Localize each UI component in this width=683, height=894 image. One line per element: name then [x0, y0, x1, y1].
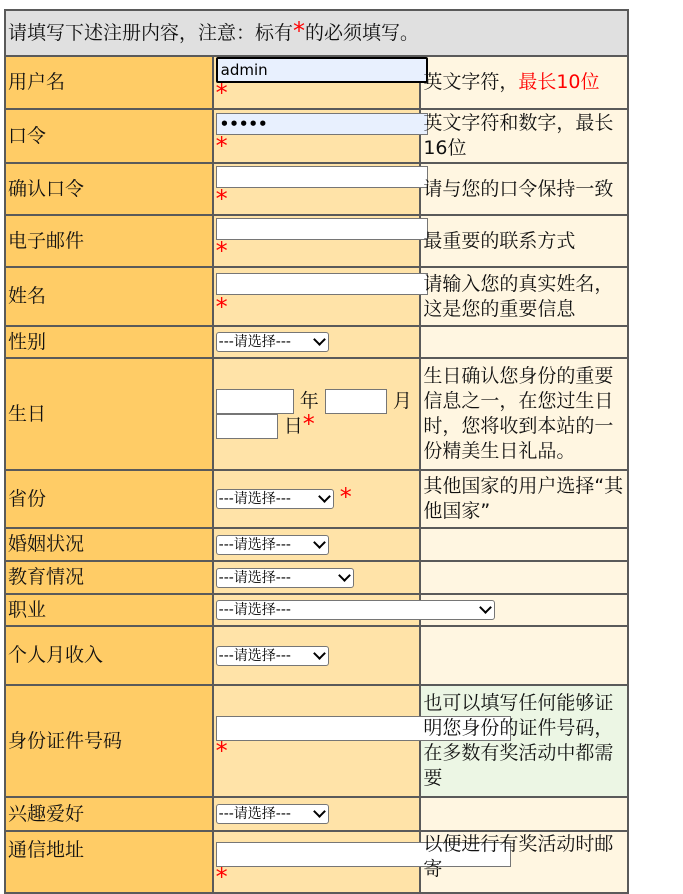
gender-select-value: ---请选择--- [218, 334, 291, 350]
required-star: * [215, 292, 228, 321]
confirm-label: 确认口令 [5, 163, 213, 215]
income-cell [213, 626, 421, 685]
province-select[interactable] [216, 489, 334, 509]
name-hint: 请输入您的真实姓名，这是您的重要信息 [420, 267, 628, 326]
day-label: 日 [283, 415, 303, 437]
income-select[interactable] [216, 646, 329, 666]
username-hint [420, 56, 628, 109]
hobby-select[interactable] [216, 804, 329, 824]
required-star: * [339, 482, 352, 511]
required-star: * [215, 79, 228, 107]
username-input[interactable] [216, 57, 428, 83]
chevron-down-icon [313, 805, 326, 818]
chevron-down-icon [479, 601, 492, 614]
required-star: * [215, 737, 228, 765]
chevron-down-icon [313, 333, 326, 346]
birthday-hint: 生日确认您身份的重要信息之一，在您过生日时，您将收到本站的一份精美生日礼品。 [420, 358, 628, 470]
occupation-cell [213, 594, 421, 626]
province-select-value: ---请选择--- [218, 491, 291, 507]
marital-select[interactable] [216, 535, 329, 555]
address-hint: 以便进行有奖活动时邮寄 [420, 831, 628, 893]
province-hint: 其他国家的用户选择“其他国家” [420, 470, 628, 528]
education-hint [420, 561, 628, 594]
confirm-hint: 请与您的口令保持一致 [420, 163, 628, 215]
idnumber-hint: 也可以填写任何能够证明您身份的证件号码，在多数有奖活动中都需要 [420, 685, 628, 797]
required-star: * [302, 410, 315, 438]
chevron-down-icon [338, 569, 351, 582]
birth-day-input[interactable] [216, 414, 278, 439]
registration-form [4, 9, 629, 894]
password-input[interactable] [216, 113, 428, 135]
required-star: * [215, 237, 228, 265]
header-text-before: 请填写下述注册内容，注意：标有 [8, 21, 294, 44]
email-cell [213, 215, 421, 267]
birth-year-input[interactable] [216, 389, 294, 414]
income-label: 个人月收入 [5, 626, 213, 685]
gender-hint [420, 326, 628, 358]
email-label: 电子邮件 [5, 215, 213, 267]
chevron-down-icon [313, 536, 326, 549]
marital-select-value: ---请选择--- [218, 536, 291, 553]
name-cell [213, 267, 421, 326]
password-cell [213, 109, 421, 163]
gender-select[interactable] [216, 332, 329, 352]
occupation-select[interactable] [216, 600, 495, 620]
occupation-select-value: ---请选择--- [218, 602, 291, 618]
form-header [5, 10, 628, 56]
hobby-cell [213, 797, 421, 831]
gender-label: 性别 [5, 326, 213, 358]
hobby-hint [420, 797, 628, 831]
password-label: 口令 [5, 109, 213, 163]
marital-label: 婚姻状况 [5, 528, 213, 561]
email-input[interactable] [216, 218, 428, 240]
education-label: 教育情况 [5, 561, 213, 594]
month-label: 月 [392, 390, 412, 412]
education-cell [213, 561, 421, 594]
confirm-password-input[interactable] [216, 166, 428, 188]
address-cell [213, 831, 421, 893]
occupation-label: 职业 [5, 594, 213, 626]
username-hint-text: 英文字符， [423, 71, 519, 93]
required-star: * [293, 16, 306, 45]
name-label: 姓名 [5, 267, 213, 326]
year-label: 年 [299, 390, 319, 412]
chevron-down-icon [318, 490, 331, 503]
birth-month-input[interactable] [325, 389, 387, 414]
education-select[interactable] [216, 568, 354, 588]
education-select-value: ---请选择--- [218, 569, 291, 586]
email-hint: 最重要的联系方式 [420, 215, 628, 267]
province-cell [213, 470, 421, 528]
birthday-cell [213, 358, 421, 470]
username-label: 用户名 [5, 56, 213, 109]
required-star: * [215, 185, 228, 213]
address-label: 通信地址 [5, 831, 213, 893]
income-hint [420, 626, 628, 685]
required-star: * [215, 132, 228, 160]
idnumber-label: 身份证件号码 [5, 685, 213, 797]
marital-hint [420, 528, 628, 561]
birthday-label: 生日 [5, 358, 213, 470]
province-label: 省份 [5, 470, 213, 528]
gender-cell [213, 326, 421, 358]
confirm-cell [213, 163, 421, 215]
password-hint: 英文字符和数字，最长16位 [420, 109, 628, 163]
income-select-value: ---请选择--- [218, 647, 291, 664]
header-text-after: 的必须填写。 [305, 21, 420, 44]
marital-cell [213, 528, 421, 561]
required-star: * [215, 863, 228, 891]
hobby-select-value: ---请选择--- [218, 806, 291, 822]
chevron-down-icon [313, 647, 326, 660]
name-input[interactable] [216, 273, 428, 295]
idnumber-cell [213, 685, 421, 797]
hobby-label: 兴趣爱好 [5, 797, 213, 831]
username-cell [213, 56, 421, 109]
username-hint-max: 最长10位 [518, 71, 600, 93]
